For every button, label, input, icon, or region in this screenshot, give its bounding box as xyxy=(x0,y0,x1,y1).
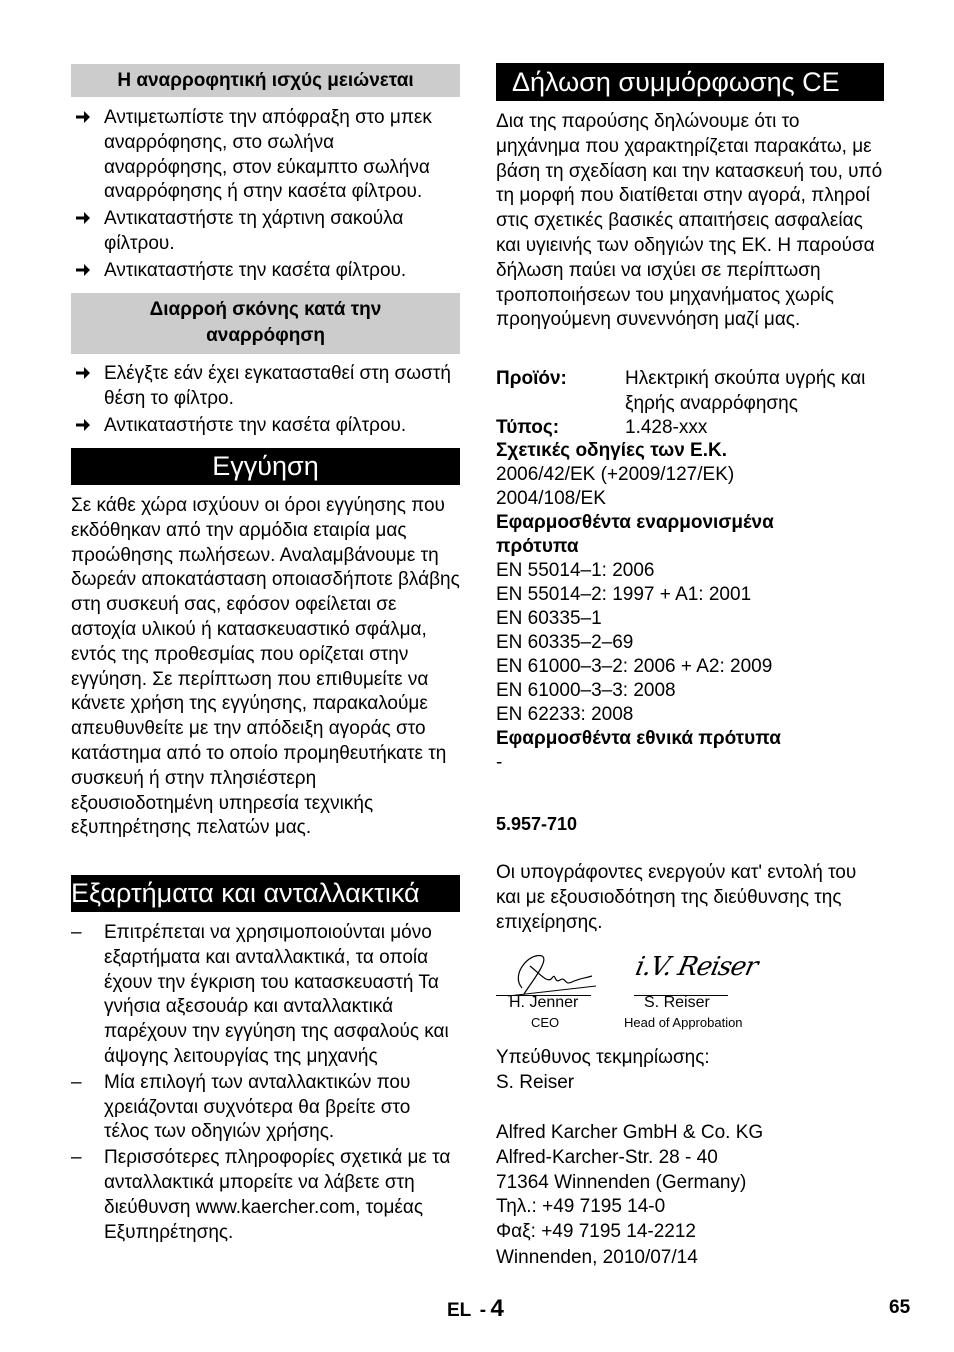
address-line: Alfred-Karcher-Str. 28 - 40 xyxy=(496,1146,718,1168)
list-item-text: Επιτρέπεται να χρησιμοποιούνται μόνο εξαρτήματα και ανταλλακτικά, τα οποία έχουν την έγκριση του κατασκευαστή Τα γνήσια αξεσουάρ και ανταλλακτικά παρέχουν την εγγύηση της ασφαλούς και άψογης λειτουργίας της μηχανής xyxy=(104,922,449,1067)
arrow-right-icon xyxy=(75,365,91,381)
doc-resp-name: S. Reiser xyxy=(496,1071,575,1093)
list-item xyxy=(71,362,460,412)
standard-line: EN 61000–3–2: 2006 + A2: 2009 xyxy=(496,656,773,677)
product-value xyxy=(625,367,895,417)
company-address xyxy=(496,1121,886,1271)
section-heading-dust-leak xyxy=(71,293,460,354)
list-item-text: Περισσότερες πληροφορίες σχετικά με τα ανταλλακτικά μπορείτε να λάβετε στη διεύθυνση www.kaercher.com, τομέας Εξυπηρέτησης. xyxy=(104,1147,451,1243)
page-number: 65 xyxy=(889,1297,911,1318)
signatories-text: Οι υπογράφοντες ενεργούν κατ' εντολή του και με εξουσιοδότηση της διεύθυνσης της επιχείρησης. xyxy=(496,862,857,933)
signer-name-1: H. Jenner xyxy=(509,994,579,1011)
warranty-text: Σε κάθε χώρα ισχύουν οι όροι εγγύησης που εκδόθηκαν από την αρμόδια εταιρία μας προώθησης πωλήσεων. Αναλαμβάνουμε τη δωρεάν αποκατάσταση οποιασδήποτε βλάβης στη συσκευή σας, εφόσον οφείλεται σε αστοχία υλικού ή κατασκευαστικό σφάλμα, εντός της προθεσμίας που ορίζεται στην εγγύηση. Σε περίπτωση που επιθυμείτε να κάνετε χρήση της εγγύησης, παρακαλούμε απευθυνθείτε με την απόδειξη αγοράς στο κατάστημα από το οποίο προμηθευτήκατε τη συσκευή ή στην πλησιέστερη εξουσιοδοτημένη υπηρεσία τεχνικής εξυπηρέτησης πελατών μας. xyxy=(71,495,460,839)
section-heading-suction-loss: Η αναρροφητική ισχύς μειώνεται xyxy=(71,64,460,97)
list-item xyxy=(71,921,460,1070)
ce-declaration-text: Δια της παρούσης δηλώνουμε ότι το μηχάνημα που χαρακτηρίζεται παρακάτω, με βάση τη σχεδίαση και την κατασκευή του, υπό τη μορφή που διατίθεται στην αγορά, πληροί στις σχετικές βασικές απαιτήσεις ασφαλείας και υγιεινής των οδηγιών της ΕΚ. Η παρούσα δήλωση παύει να ισχύει σε περίπτωση τροποποιήσεων του μηχανήματος χωρίς προηγούμενη συνεννόηση μαζί μας. xyxy=(496,111,883,331)
standard-line: EN 61000–3–3: 2008 xyxy=(496,680,676,701)
address-line: Alfred Karcher GmbH & Co. KG xyxy=(496,1122,764,1143)
dash-bullet: – xyxy=(71,1071,82,1093)
footer-lang: EL xyxy=(447,1300,472,1321)
type-row xyxy=(496,416,896,440)
directives-label: Σχετικές οδηγίες των Ε.Κ. xyxy=(496,440,727,461)
list-item xyxy=(71,106,460,205)
directive-line: 2004/108/EK xyxy=(496,488,606,509)
section-heading-parts: Εξαρτήματα και ανταλλακτικά xyxy=(71,875,460,912)
list-item-text: Αντικαταστήστε την κασέτα φίλτρου. xyxy=(104,259,407,281)
list-item-text: Μία επιλογή των ανταλλακτικών που χρειάζονται συχνότερα θα βρείτε στο τέλος των οδηγιών χρήσης. xyxy=(104,1071,411,1143)
list-item-text: Ελέγξτε εάν έχει εγκατασταθεί στη σωστή θέση το φίλτρο. xyxy=(104,363,451,409)
documentation-responsible xyxy=(496,1046,886,1096)
list-item xyxy=(71,1071,460,1145)
signature-reiser: i.V. Reiser xyxy=(632,952,760,982)
national-value: - xyxy=(496,752,503,773)
standard-line: EN 62233: 2008 xyxy=(496,704,634,725)
standard-line: EN 60335–1 xyxy=(496,608,602,629)
harmonised-label: Εφαρμοσθέντα εναρμονισμένα xyxy=(496,512,774,533)
address-line: Φαξ: +49 7195 14-2212 xyxy=(496,1221,696,1243)
parts-list xyxy=(71,921,460,1245)
section-heading-warranty: Εγγύηση xyxy=(71,448,460,485)
document-number: 5.957-710 xyxy=(496,814,578,834)
standards-block xyxy=(496,439,896,775)
footer-sep: - xyxy=(479,1300,487,1321)
list-item-text: Αντικαταστήστε τη χάρτινη σακούλα φίλτρου. xyxy=(104,208,404,254)
national-label: Εφαρμοσθέντα εθνικά πρότυπα xyxy=(496,728,781,749)
product-row xyxy=(496,367,896,414)
doc-resp-label: Υπεύθυνος τεκμηρίωσης: xyxy=(496,1047,710,1068)
harmonised-label: πρότυπα xyxy=(496,536,579,557)
product-value-line: ξηρής αναρρόφησης xyxy=(625,392,798,414)
standard-line: EN 55014–2: 1997 + A1: 2001 xyxy=(496,584,752,605)
dash-bullet: – xyxy=(71,922,82,943)
type-label: Τύπος: xyxy=(496,417,560,438)
address-line: 71364 Winnenden (Germany) xyxy=(496,1171,747,1193)
dust-list xyxy=(71,362,460,438)
list-item-text: Αντιμετωπίστε την απόφραξη στο μπεκ αναρρόφησης, στο σωλήνα αναρρόφησης, στον εύκαμπτο σωλήνα αναρρόφησης ή στην κασέτα φίλτρου. xyxy=(104,107,432,203)
product-label: Προϊόν: xyxy=(496,368,567,389)
product-value-line: Ηλεκτρική σκούπα υγρής και xyxy=(625,368,866,389)
standard-line: EN 55014–1: 2006 xyxy=(496,560,655,581)
signer-role-2: Head of Approbation xyxy=(624,1015,743,1030)
type-value: 1.428-xxx xyxy=(625,417,708,438)
list-item xyxy=(71,207,460,257)
dash-bullet: – xyxy=(71,1147,82,1169)
list-item xyxy=(71,1146,460,1245)
arrow-right-icon xyxy=(75,262,91,278)
signer-role-1: CEO xyxy=(531,1015,560,1030)
address-line: Τηλ.: +49 7195 14-0 xyxy=(496,1196,666,1218)
suction-list xyxy=(71,106,460,284)
directive-line: 2006/42/EK (+2009/127/EK) xyxy=(496,464,735,485)
footer-section-number: 4 xyxy=(490,1295,504,1322)
list-item xyxy=(71,259,460,284)
signature-jenner xyxy=(500,944,600,1000)
arrow-right-icon xyxy=(75,210,91,226)
place-date: Winnenden, 2010/07/14 xyxy=(496,1246,698,1268)
heading-line: αναρρόφηση xyxy=(206,325,325,346)
heading-line: Διαρροή σκόνης κατά την xyxy=(149,299,382,320)
section-heading-ce-declaration: Δήλωση συμμόρφωσης CE xyxy=(496,63,884,101)
list-item xyxy=(71,414,460,439)
footer-section-label xyxy=(447,1295,504,1323)
arrow-right-icon xyxy=(75,417,91,433)
signer-name-2: S. Reiser xyxy=(644,994,710,1011)
list-item-text: Αντικαταστήστε την κασέτα φίλτρου. xyxy=(104,414,407,436)
arrow-right-icon xyxy=(75,109,91,125)
standard-line: EN 60335–2–69 xyxy=(496,632,634,653)
